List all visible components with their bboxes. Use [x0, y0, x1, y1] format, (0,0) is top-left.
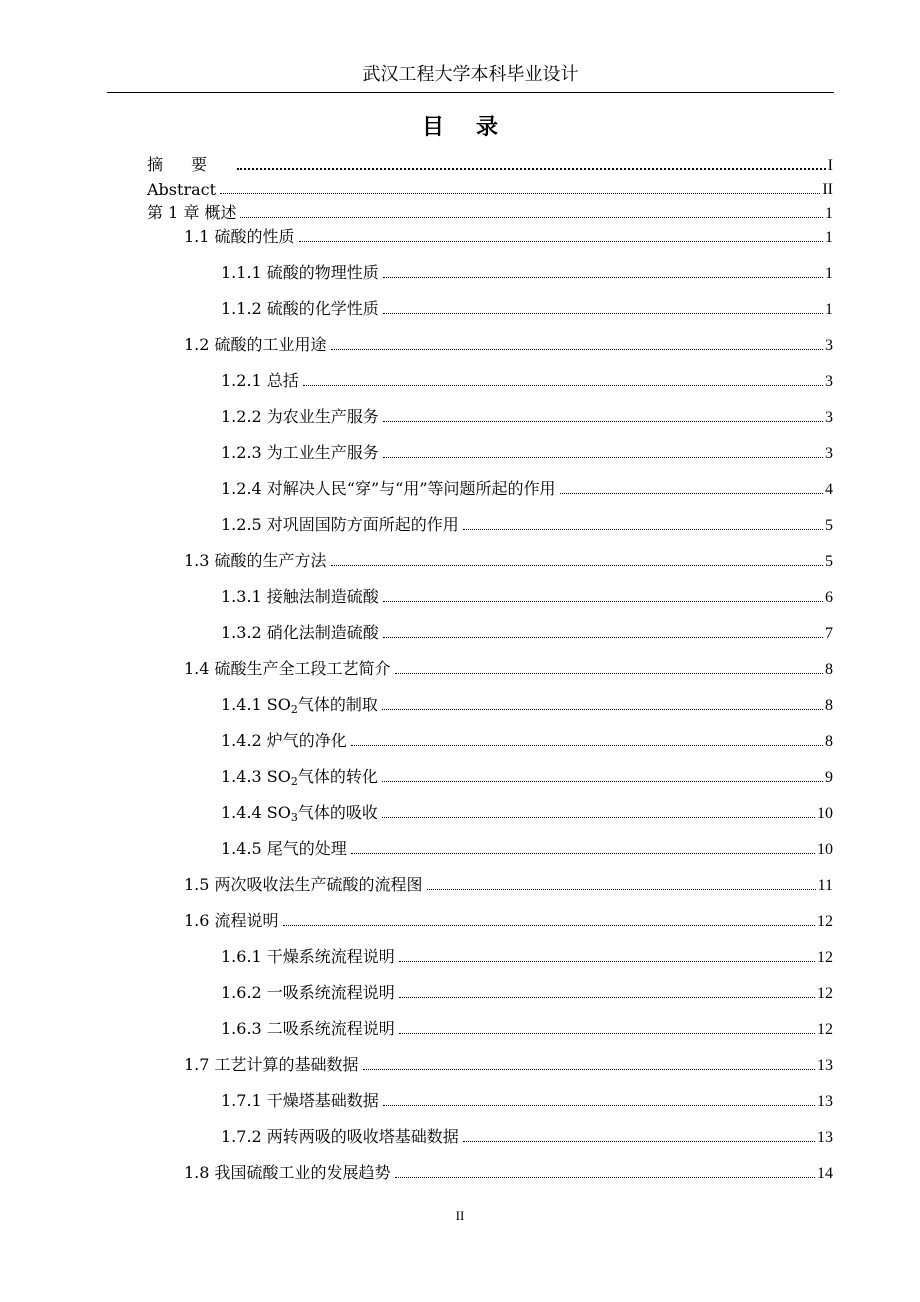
toc-entry-label: 1.4.4 $SO_3$气体的吸收	[221, 803, 378, 824]
toc-dot-leader	[395, 1177, 815, 1178]
toc-entry-label: 1.7.1 干燥塔基础数据	[221, 1091, 379, 1110]
toc-entry-label: 1.1 硫酸的性质	[184, 227, 295, 246]
toc-entry-page: 1	[825, 229, 833, 246]
toc-entry[interactable]	[147, 1015, 833, 1039]
toc-dot-leader	[383, 637, 823, 638]
toc-entry[interactable]	[147, 943, 833, 967]
toc-entry[interactable]	[147, 727, 833, 751]
toc-entry-label: 1.8 我国硫酸工业的发展趋势	[184, 1163, 391, 1182]
toc-entry[interactable]	[147, 871, 833, 895]
toc-entry-label: 1.6.3 二吸系统流程说明	[221, 1019, 395, 1038]
toc-entry-label: Abstract	[147, 180, 217, 199]
toc-dot-leader	[399, 997, 815, 998]
toc-entry[interactable]	[147, 331, 833, 355]
toc-dot-leader	[383, 601, 823, 602]
toc-entry-label: 1.6 流程说明	[184, 911, 279, 930]
toc-entry[interactable]	[147, 763, 833, 787]
toc-dot-leader	[382, 817, 815, 818]
toc-entry-label: 第 1 章 概述	[147, 203, 237, 222]
page-header: 武汉工程大学本科毕业设计	[362, 64, 579, 85]
toc-dot-leader	[560, 493, 823, 494]
toc-entry[interactable]	[147, 403, 833, 427]
toc-entry-page: 11	[817, 877, 833, 894]
toc-entry-page: 14	[817, 1165, 833, 1182]
toc-entry[interactable]	[147, 1123, 833, 1147]
toc-entry-label: 1.6.1 干燥系统流程说明	[221, 947, 395, 966]
toc-entry-page: 7	[825, 625, 833, 642]
toc-entry[interactable]	[147, 655, 833, 679]
toc-entry-page: 5	[825, 517, 833, 534]
toc-entry[interactable]	[147, 295, 833, 319]
toc-entry-label: 1.7 工艺计算的基础数据	[184, 1055, 359, 1074]
toc-entry[interactable]	[147, 907, 833, 931]
toc-entry-page: 8	[825, 697, 833, 714]
page-number: II	[455, 1208, 465, 1223]
toc-entry-label: 1.2.2 为农业生产服务	[221, 407, 379, 426]
toc-title	[0, 110, 920, 141]
toc-dot-leader	[463, 1141, 815, 1142]
toc-entry[interactable]	[147, 175, 833, 199]
toc-entry-label: 1.2.5 对巩固国防方面所起的作用	[221, 515, 459, 534]
toc-dot-leader	[399, 1033, 815, 1034]
toc-entry[interactable]	[147, 1051, 833, 1075]
toc-title-text: 目录	[421, 114, 530, 140]
header-rule	[107, 92, 834, 93]
toc-entry-label: 1.3 硫酸的生产方法	[184, 551, 327, 570]
toc-dot-leader	[463, 529, 823, 530]
toc-entry-page: 12	[817, 949, 833, 966]
toc-dot-leader	[351, 853, 815, 854]
toc-dot-leader	[383, 313, 823, 314]
toc-entry-label: 1.4.1 $SO_2$气体的制取	[221, 695, 378, 716]
toc-entry-page: 8	[825, 661, 833, 678]
toc-entry-label: 1.2 硫酸的工业用途	[184, 335, 327, 354]
toc-entry-page: 3	[825, 445, 833, 462]
toc-entry-page: 6	[825, 589, 833, 606]
toc-entry-label: 1.1.2 硫酸的化学性质	[221, 299, 379, 318]
toc-entry-page: 12	[817, 985, 833, 1002]
toc-dot-leader	[395, 673, 823, 674]
toc-entry[interactable]	[147, 439, 833, 463]
toc-entry[interactable]	[147, 511, 833, 535]
toc-entry-label: 1.3.2 硝化法制造硫酸	[221, 623, 379, 642]
toc-entry-label: 1.2.1 总括	[221, 371, 299, 390]
toc-entry[interactable]	[147, 259, 833, 283]
toc-dot-leader	[331, 565, 823, 566]
toc-entry-page: II	[822, 181, 833, 198]
toc-entry-page: 12	[817, 913, 833, 930]
toc-entry[interactable]	[147, 979, 833, 1003]
toc-dot-leader	[363, 1069, 815, 1070]
toc-entry-label: 1.1.1 硫酸的物理性质	[221, 263, 379, 282]
toc-entry-page: 1	[825, 265, 833, 282]
toc-entry-label: 1.3.1 接触法制造硫酸	[221, 587, 379, 606]
toc-entry-label: 1.4.3 $SO_2$气体的转化	[221, 767, 378, 788]
toc-dot-leader	[220, 193, 820, 194]
toc-entry[interactable]	[147, 547, 833, 571]
toc-entry[interactable]	[147, 367, 833, 391]
toc-entry-page: 9	[825, 769, 833, 786]
toc-dot-leader	[237, 168, 826, 170]
toc-dot-leader	[283, 925, 815, 926]
toc-dot-leader	[299, 241, 823, 242]
toc-entry-label: 1.5 两次吸收法生产硫酸的流程图	[184, 875, 423, 894]
toc-entry-label: 1.6.2 一吸系统流程说明	[221, 983, 395, 1002]
toc-dot-leader	[382, 709, 823, 710]
toc-entry[interactable]	[147, 475, 833, 499]
toc-entry-page: 5	[825, 553, 833, 570]
toc-dot-leader	[240, 217, 823, 218]
toc-entry[interactable]	[147, 223, 833, 247]
toc-entry-page: 1	[825, 205, 833, 222]
toc-dot-leader	[383, 421, 823, 422]
toc-dot-leader	[383, 1105, 815, 1106]
toc-dot-leader	[331, 349, 823, 350]
toc-entry-label: 1.2.3 为工业生产服务	[221, 443, 379, 462]
toc-entry-label: 1.2.4 对解决人民“穿”与“用”等问题所起的作用	[221, 479, 556, 498]
toc-entry-page: I	[827, 157, 833, 174]
toc-entry-page: 12	[817, 1021, 833, 1038]
toc-entry[interactable]	[147, 691, 833, 715]
toc-entry-page: 10	[817, 841, 833, 858]
toc-entry-page: 13	[817, 1129, 833, 1146]
toc-dot-leader	[351, 745, 823, 746]
toc-entry[interactable]	[147, 835, 833, 859]
toc-entry-label: 1.7.2 两转两吸的吸收塔基础数据	[221, 1127, 459, 1146]
toc-entry[interactable]	[147, 151, 833, 175]
toc-entry[interactable]	[147, 619, 833, 643]
toc-entry[interactable]	[147, 799, 833, 823]
toc-dot-leader	[383, 277, 823, 278]
toc-entry-label: 1.4.2 炉气的净化	[221, 731, 347, 750]
toc-entry[interactable]	[147, 1087, 833, 1111]
toc-dot-leader	[427, 889, 816, 890]
toc-entry-page: 3	[825, 373, 833, 390]
toc-entry-page: 4	[825, 481, 833, 498]
toc-entry-page: 13	[817, 1093, 833, 1110]
toc-entry-page: 1	[825, 301, 833, 318]
toc-entry-page: 13	[817, 1057, 833, 1074]
toc-dot-leader	[383, 457, 823, 458]
toc-entry-label: 摘要	[147, 155, 236, 174]
toc-entry-page: 10	[817, 805, 833, 822]
toc-dot-leader	[303, 385, 823, 386]
toc-entry-page: 8	[825, 733, 833, 750]
toc-dot-leader	[399, 961, 815, 962]
toc-entry-page: 3	[825, 409, 833, 426]
toc-entry-page: 3	[825, 337, 833, 354]
toc-entry-label: 1.4 硫酸生产全工段工艺简介	[184, 659, 391, 678]
toc-entry[interactable]	[147, 583, 833, 607]
toc-entry-label: 1.4.5 尾气的处理	[221, 839, 347, 858]
toc-entry[interactable]	[147, 199, 833, 223]
toc-dot-leader	[382, 781, 823, 782]
toc-entry[interactable]	[147, 1159, 833, 1183]
